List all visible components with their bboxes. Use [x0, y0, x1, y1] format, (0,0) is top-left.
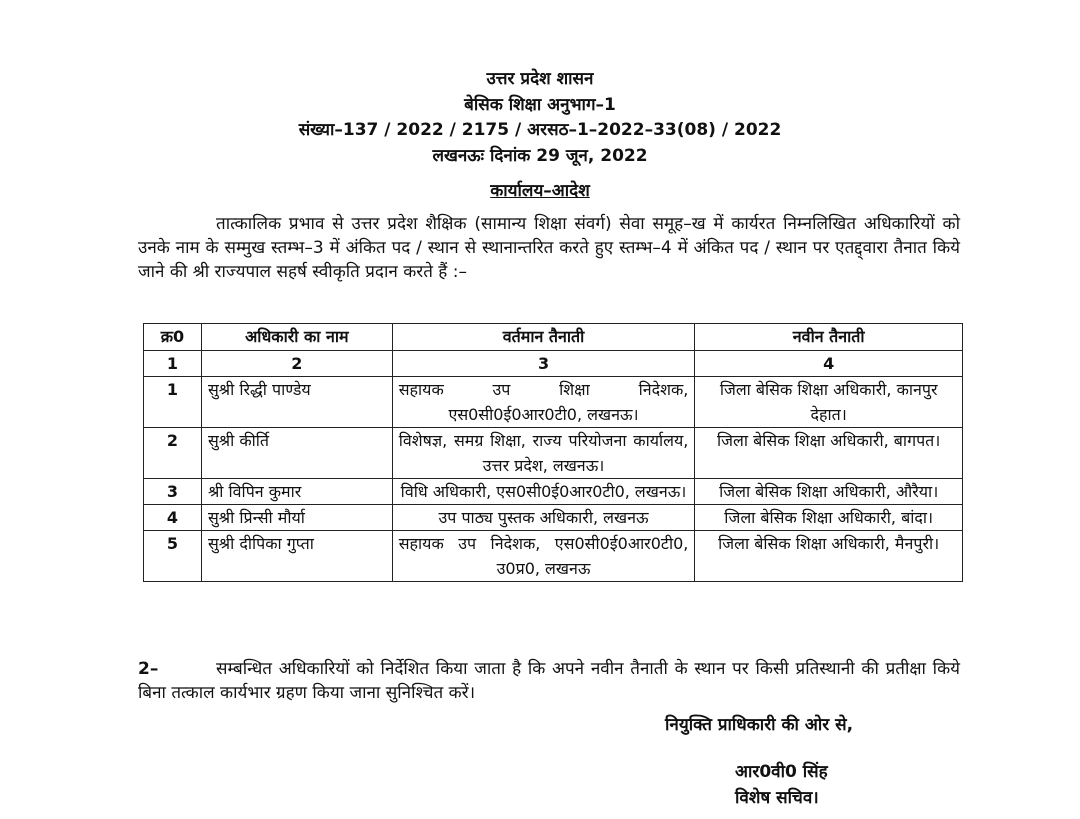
- row-sno: 4: [144, 505, 202, 531]
- table-row: [144, 377, 963, 428]
- row-current-posting: सहायक उप निदेशक, एस0सी0ई0आर0टी0, उ0प्र0, लखनऊ: [392, 531, 695, 582]
- point-2-number: 2–: [138, 659, 159, 679]
- government-heading: उत्तर प्रदेश शासन: [486, 69, 594, 89]
- table-header-row: [144, 324, 963, 351]
- row-officer-name: सुश्री रिद्धी पाण्डेय: [201, 377, 392, 428]
- intro-paragraph: तात्कालिक प्रभाव से उत्तर प्रदेश शैक्षिक (सामान्य शिक्षा संवर्ग) सेवा समूह–ख में कार्यरत निम्नलिखित अधिकारियों को उनके नाम के सम्मुख स्तम्भ–3 में अंकित पद / स्थान से स्थानान्तरित करते हुए स्तम्भ–4 में अंकित पद / स्थान पर एतद्द्वारा तैनात किये जाने की श्री राज्यपाल सहर्ष स्वीकृति प्रदान करते हैं :–: [138, 214, 960, 282]
- table-row: [144, 479, 963, 505]
- header-current-posting: वर्तमान तैनाती: [392, 324, 695, 351]
- row-sno: 5: [144, 531, 202, 582]
- column-number-row: [144, 351, 963, 377]
- point-2-paragraph: [138, 657, 960, 705]
- row-current-posting: सहायक उप शिक्षा निदेशक, एस0सी0ई0आर0टी0, लखनऊ।: [392, 377, 695, 428]
- row-officer-name: सुश्री दीपिका गुप्ता: [201, 531, 392, 582]
- header-new-posting: नवीन तैनाती: [695, 324, 963, 351]
- point-2-text: सम्बन्धित अधिकारियों को निर्देशित किया जाता है कि अपने नवीन तैनाती के स्थान पर किसी प्रतिस्थानी की प्रतीक्षा किये बिना तत्काल कार्यभार ग्रहण किया जाना सुनिश्चित करें।: [138, 659, 960, 703]
- row-new-posting: जिला बेसिक शिक्षा अधिकारी, औरैया।: [695, 479, 963, 505]
- order-title: कार्यालय–आदेश: [490, 181, 590, 201]
- row-current-posting: विशेषज्ञ, समग्र शिक्षा, राज्य परियोजना कार्यालय, उत्तर प्रदेश, लखनऊ।: [392, 428, 695, 479]
- row-officer-name: सुश्री कीर्ति: [201, 428, 392, 479]
- table-row: [144, 505, 963, 531]
- row-current-posting: उप पाठ्य पुस्तक अधिकारी, लखनऊ: [392, 505, 695, 531]
- place-date: लखनऊः दिनांक 29 जून, 2022: [432, 146, 648, 166]
- row-current-posting: विधि अधिकारी, एस0सी0ई0आर0टी0, लखनऊ।: [392, 479, 695, 505]
- signatory-designation: विशेष सचिव।: [735, 788, 819, 808]
- signatory-name: आर0वी0 सिंह: [735, 762, 828, 782]
- section-heading: बेसिक शिक्षा अनुभाग–1: [464, 95, 616, 115]
- row-officer-name: श्री विपिन कुमार: [201, 479, 392, 505]
- row-officer-name: सुश्री प्रिन्सी मौर्या: [201, 505, 392, 531]
- transfer-table: [143, 323, 963, 582]
- row-new-posting: जिला बेसिक शिक्षा अधिकारी, कानपुर देहात।: [695, 377, 963, 428]
- row-sno: 3: [144, 479, 202, 505]
- table-row: [144, 428, 963, 479]
- column-number: 2: [201, 351, 392, 377]
- column-number: 4: [695, 351, 963, 377]
- table-row: [144, 531, 963, 582]
- reference-number: संख्या–137 / 2022 / 2175 / अरसठ–1–2022–33(08) / 2022: [298, 120, 782, 140]
- header-sno: क्र0: [144, 324, 202, 351]
- column-number: 1: [144, 351, 202, 377]
- column-number: 3: [392, 351, 695, 377]
- row-new-posting: जिला बेसिक शिक्षा अधिकारी, बांदा।: [695, 505, 963, 531]
- row-new-posting: जिला बेसिक शिक्षा अधिकारी, मैनपुरी।: [695, 531, 963, 582]
- row-sno: 1: [144, 377, 202, 428]
- header-officer-name: अधिकारी का नाम: [201, 324, 392, 351]
- row-sno: 2: [144, 428, 202, 479]
- signature-on-behalf: नियुक्ति प्राधिकारी की ओर से,: [665, 715, 854, 735]
- row-new-posting: जिला बेसिक शिक्षा अधिकारी, बागपत।: [695, 428, 963, 479]
